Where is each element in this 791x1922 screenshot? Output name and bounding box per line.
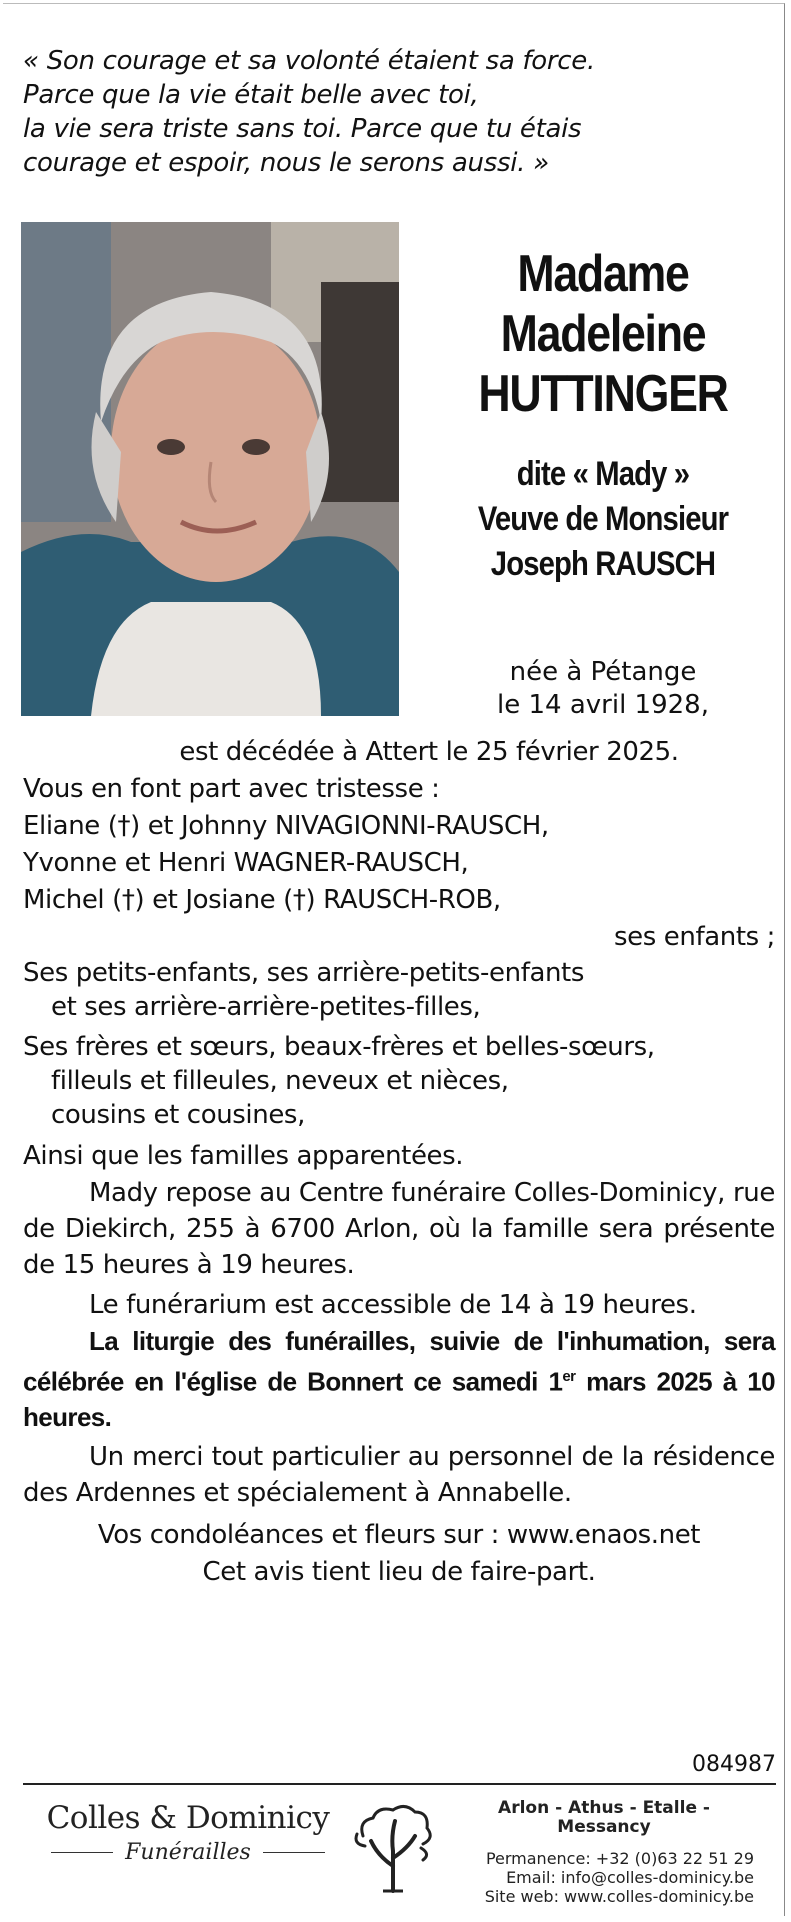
quote-line: Parce que la vie était belle avec toi, <box>23 80 479 110</box>
notice-body <box>23 734 775 1591</box>
deceased-name-block <box>423 244 783 587</box>
grandchildren-line: Ses petits-enfants, ses arrière-petits-enfants <box>23 958 585 988</box>
siblings-line: filleuls et filleules, neveux et nièces, <box>51 1066 509 1096</box>
email-address: Email: info@colles-dominicy.be <box>506 1868 754 1887</box>
grandchildren-line: et ses arrière-arrière-petites-filles, <box>51 992 481 1022</box>
portrait-photo <box>21 222 399 716</box>
birth-place: née à Pétange <box>509 657 697 687</box>
children-label: ses enfants ; <box>614 922 775 952</box>
birth-info <box>443 656 763 722</box>
child-entry: Michel (†) et Josiane (†) RAUSCH-ROB, <box>23 885 501 915</box>
funeral-home-subtitle: Funérailles <box>125 1840 251 1865</box>
liturgy-text: La liturgie des funérailles, suivie de l'inhumation, sera célébrée en l'église de Bonnert ce samedi 1 <box>23 1326 775 1397</box>
quote-line: la vie sera triste sans toi. Parce que tu étais <box>23 114 582 144</box>
quote-line: « Son courage et sa volonté étaient sa force. <box>23 46 595 76</box>
thanks-paragraph: Un merci tout particulier au personnel de la résidence des Ardennes et spécialement à Annabelle. <box>23 1441 775 1508</box>
funeral-home-name: Colles & Dominicy <box>46 1800 330 1836</box>
first-name: Madeleine <box>500 305 706 363</box>
death-info: est décédée à Attert le 25 février 2025. <box>179 737 679 767</box>
spouse-name: Joseph RAUSCH <box>490 545 716 583</box>
repose-paragraph: Mady repose au Centre funéraire Colles-Dominicy, rue de Diekirch, 255 à 6700 Arlon, où la famille sera présente de 15 heures à 19 heures. <box>23 1178 775 1280</box>
website: Site web: www.colles-dominicy.be <box>484 1887 754 1906</box>
liturgy-superscript: er <box>562 1368 576 1385</box>
birth-date: le 14 avril 1928, <box>497 690 709 720</box>
relatives-line: Ainsi que les familles apparentées. <box>23 1141 464 1171</box>
funerarium-hours: Le funérarium est accessible de 14 à 19 heures. <box>89 1290 697 1320</box>
divider <box>23 1783 776 1785</box>
tree-icon <box>343 1796 443 1896</box>
nickname: dite « Mady » <box>516 455 690 493</box>
phone-number: Permanence: +32 (0)63 22 51 29 <box>485 1849 754 1868</box>
siblings-line: cousins et cousines, <box>51 1100 305 1130</box>
reference-number: 084987 <box>692 1752 776 1777</box>
last-name: HUTTINGER <box>478 365 728 423</box>
condolences-line: Vos condoléances et fleurs sur : www.enaos.net <box>97 1519 701 1550</box>
funeral-home-contact <box>454 1799 754 1906</box>
quote-line: courage et espoir, nous le serons aussi. » <box>23 148 549 178</box>
title: Madame <box>517 245 689 303</box>
funeral-home-towns: Arlon - Athus - Etalle - Messancy <box>498 1798 710 1837</box>
family-intro: Vous en font part avec tristesse : <box>23 774 440 804</box>
obituary-notice <box>3 3 785 1916</box>
portrait-illustration <box>21 222 399 716</box>
liturgy-text-end: mars 2025 à 10 heures. <box>23 1366 775 1432</box>
widow-line: Veuve de Monsieur <box>477 500 729 538</box>
siblings-line: Ses frères et sœurs, beaux-frères et belles-sœurs, <box>23 1032 655 1062</box>
notice-line: Cet avis tient lieu de faire-part. <box>202 1556 596 1587</box>
liturgy-paragraph <box>23 1324 775 1435</box>
funeral-home-logo <box>43 1800 333 1865</box>
memorial-quote <box>23 44 763 180</box>
child-entry: Eliane (†) et Johnny NIVAGIONNI-RAUSCH, <box>23 811 549 841</box>
child-entry: Yvonne et Henri WAGNER-RAUSCH, <box>23 848 469 878</box>
